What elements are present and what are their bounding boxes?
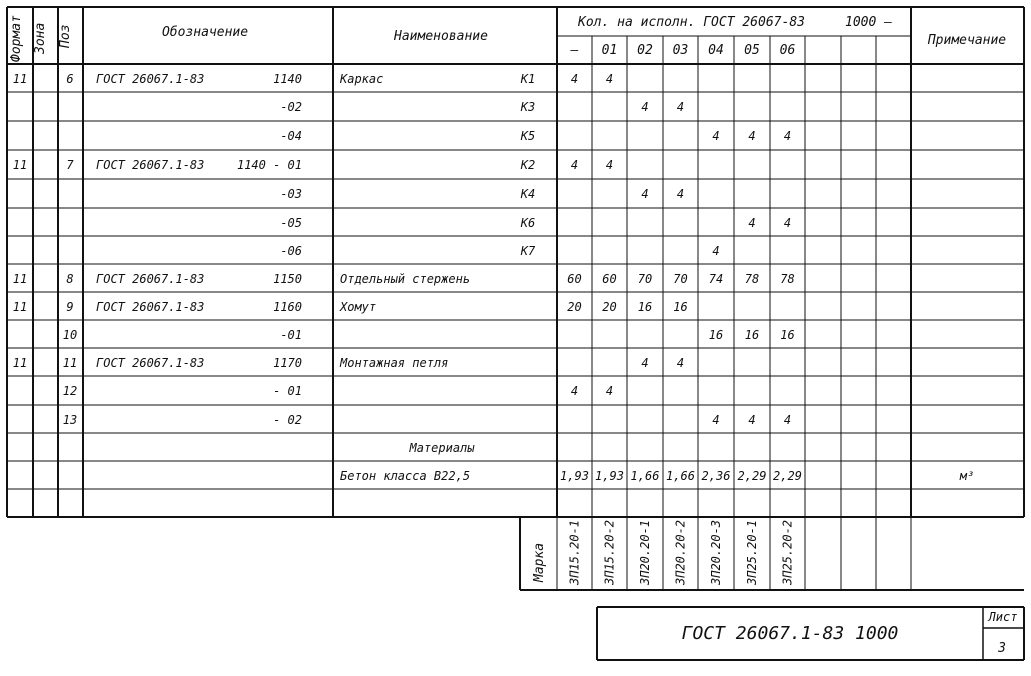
table-row — [63, 413, 791, 427]
designation-standard-cell: ГОСТ 26067.1-83 — [96, 158, 205, 172]
designation-code-cell: 1140 - 01 — [236, 158, 302, 172]
header-name: Наименование — [394, 29, 488, 44]
pos-cell: 13 — [62, 413, 78, 427]
pos-cell: 6 — [66, 72, 74, 86]
quantity-cell: 4 — [712, 129, 720, 143]
quantity-cell: 2,29 — [773, 469, 802, 483]
quantity-cell: 74 — [708, 272, 724, 286]
header-note: Примечание — [927, 33, 1007, 48]
stamp-sheet-label: Лист — [988, 610, 1018, 624]
quantity-cell: 2,29 — [737, 469, 767, 483]
quantity-cell: 4 — [748, 129, 756, 143]
marka-label: Марка — [532, 542, 547, 582]
variant-header-5: 05 — [744, 43, 760, 58]
quantity-cell: 4 — [605, 72, 614, 86]
header-quantity-number: 1000 – — [845, 15, 892, 30]
header-zone: Зона — [33, 22, 48, 54]
quantity-cell: 4 — [605, 158, 614, 172]
table-row — [13, 300, 688, 314]
quantity-cell: 4 — [641, 100, 649, 114]
name-cell: Бетон класса B22,5 — [340, 469, 471, 483]
format-cell: 11 — [12, 272, 28, 286]
table-header — [9, 15, 1006, 62]
quantity-cell: 4 — [676, 187, 685, 201]
quantity-cell: 4 — [783, 413, 792, 427]
table-row — [13, 72, 613, 86]
designation-code-cell: 1150 — [273, 272, 302, 286]
designation-code-cell: - 02 — [273, 413, 302, 427]
pos-cell: 10 — [62, 328, 78, 342]
table-rows — [13, 72, 974, 483]
designation-standard-cell: ГОСТ 26067.1-83 — [96, 72, 205, 86]
designation-code-cell: -01 — [280, 328, 302, 342]
quantity-cell: 4 — [641, 187, 649, 201]
quantity-cell: 4 — [748, 413, 756, 427]
quantity-cell: 16 — [673, 300, 688, 314]
table-row — [280, 100, 684, 114]
quantity-cell: 4 — [676, 356, 685, 370]
pos-cell: 12 — [62, 384, 78, 398]
quantity-cell: 4 — [641, 356, 649, 370]
code-cell: K6 — [520, 216, 536, 230]
marka-item: 3П20.20-2 — [673, 519, 688, 585]
designation-code-cell: -04 — [280, 129, 302, 143]
code-cell: K1 — [520, 72, 536, 86]
designation-code-cell: 1170 — [273, 356, 302, 370]
variant-header-3: 03 — [672, 43, 689, 58]
code-cell: K2 — [520, 158, 536, 172]
table-row — [13, 272, 795, 286]
table-row — [280, 129, 791, 143]
code-cell: K5 — [520, 129, 536, 143]
quantity-cell: 1,66 — [666, 469, 695, 483]
header-pos: Поз — [58, 24, 73, 48]
header-designation: Обозначение — [161, 25, 249, 40]
stamp-sheet-number: 3 — [998, 641, 1006, 656]
pos-cell: 9 — [66, 300, 74, 314]
marka-item: 3П25.20-1 — [745, 519, 759, 585]
designation-code-cell: 1160 — [273, 300, 302, 314]
marka-item: 3П15.20-2 — [602, 519, 617, 585]
quantity-cell: 4 — [605, 384, 614, 398]
table-row — [280, 244, 719, 258]
designation-standard-cell: ГОСТ 26067.1-83 — [96, 356, 205, 370]
table-grid — [7, 7, 1024, 660]
name-cell: Монтажная петля — [340, 356, 449, 370]
quantity-cell: 78 — [780, 272, 795, 286]
quantity-cell: 4 — [712, 413, 720, 427]
code-cell: K3 — [520, 100, 536, 114]
quantity-cell: 1,93 — [595, 469, 624, 483]
quantity-cell: 4 — [712, 244, 720, 258]
designation-code-cell: - 01 — [273, 384, 302, 398]
table-row — [63, 328, 795, 342]
name-cell: Материалы — [409, 441, 475, 455]
quantity-cell: 60 — [567, 272, 582, 286]
header-quantity: Кол. на исполн. ГОСТ 26067-83 — [578, 15, 805, 30]
pos-cell: 7 — [66, 158, 74, 172]
table-row — [13, 356, 684, 370]
quantity-cell: 2,36 — [701, 469, 731, 483]
quantity-cell: 60 — [602, 272, 617, 286]
quantity-cell: 1,66 — [630, 469, 660, 483]
variant-header-2: 02 — [637, 43, 653, 58]
marka-item: 3П15.20-1 — [567, 519, 582, 585]
format-cell: 11 — [12, 356, 28, 370]
quantity-cell: 4 — [783, 129, 792, 143]
pos-cell: 11 — [62, 356, 78, 370]
variant-header-1: 01 — [601, 43, 618, 58]
quantity-cell: 20 — [602, 300, 617, 314]
quantity-cell: 16 — [637, 300, 653, 314]
marka-item: 3П20.20-3 — [709, 519, 723, 585]
quantity-cell: 1,93 — [560, 469, 589, 483]
quantity-cell: 4 — [570, 158, 579, 172]
quantity-cell: 4 — [570, 72, 579, 86]
stamp-document-code: ГОСТ 26067.1-83 1000 — [681, 623, 899, 644]
quantity-cell: 20 — [567, 300, 582, 314]
marka-items — [568, 520, 795, 586]
quantity-cell: 4 — [570, 384, 579, 398]
variant-header-0: — — [570, 43, 579, 58]
table-row — [63, 384, 613, 398]
code-cell: K4 — [520, 187, 536, 201]
quantity-cell: 16 — [708, 328, 724, 342]
note-cell: м³ — [959, 469, 975, 483]
name-cell: Хомут — [340, 300, 377, 314]
designation-standard-cell: ГОСТ 26067.1-83 — [96, 300, 205, 314]
name-cell: Каркас — [340, 72, 384, 86]
designation-code-cell: -02 — [280, 100, 302, 114]
table-row — [13, 158, 613, 172]
table-row — [408, 441, 475, 455]
code-cell: K7 — [520, 244, 536, 258]
marka-item: 3П20.20-1 — [638, 519, 652, 585]
title-stamp — [682, 610, 1018, 656]
designation-code-cell: -03 — [280, 187, 302, 201]
quantity-cell: 4 — [748, 216, 756, 230]
quantity-cell: 78 — [744, 272, 760, 286]
pos-cell: 8 — [66, 272, 74, 286]
table-row — [280, 187, 684, 201]
quantity-cell: 70 — [637, 272, 653, 286]
variant-header-4: 04 — [708, 43, 724, 58]
format-cell: 11 — [12, 72, 28, 86]
quantity-cell: 4 — [783, 216, 792, 230]
designation-code-cell: -06 — [280, 244, 302, 258]
quantity-cell: 4 — [676, 100, 685, 114]
quantity-cell: 70 — [673, 272, 688, 286]
variant-header-6: 06 — [779, 43, 796, 58]
designation-code-cell: 1140 — [273, 72, 302, 86]
marka-item: 3П25.20-2 — [780, 519, 795, 585]
format-cell: 11 — [12, 300, 28, 314]
table-row — [280, 216, 791, 230]
designation-standard-cell: ГОСТ 26067.1-83 — [96, 272, 205, 286]
table-row — [340, 469, 974, 483]
variant-headers — [570, 43, 796, 58]
name-cell: Отдельный стержень — [340, 272, 471, 286]
format-cell: 11 — [12, 158, 28, 172]
quantity-cell: 16 — [744, 328, 760, 342]
designation-code-cell: -05 — [280, 216, 302, 230]
header-format: Формат — [9, 15, 24, 62]
quantity-cell: 16 — [780, 328, 795, 342]
